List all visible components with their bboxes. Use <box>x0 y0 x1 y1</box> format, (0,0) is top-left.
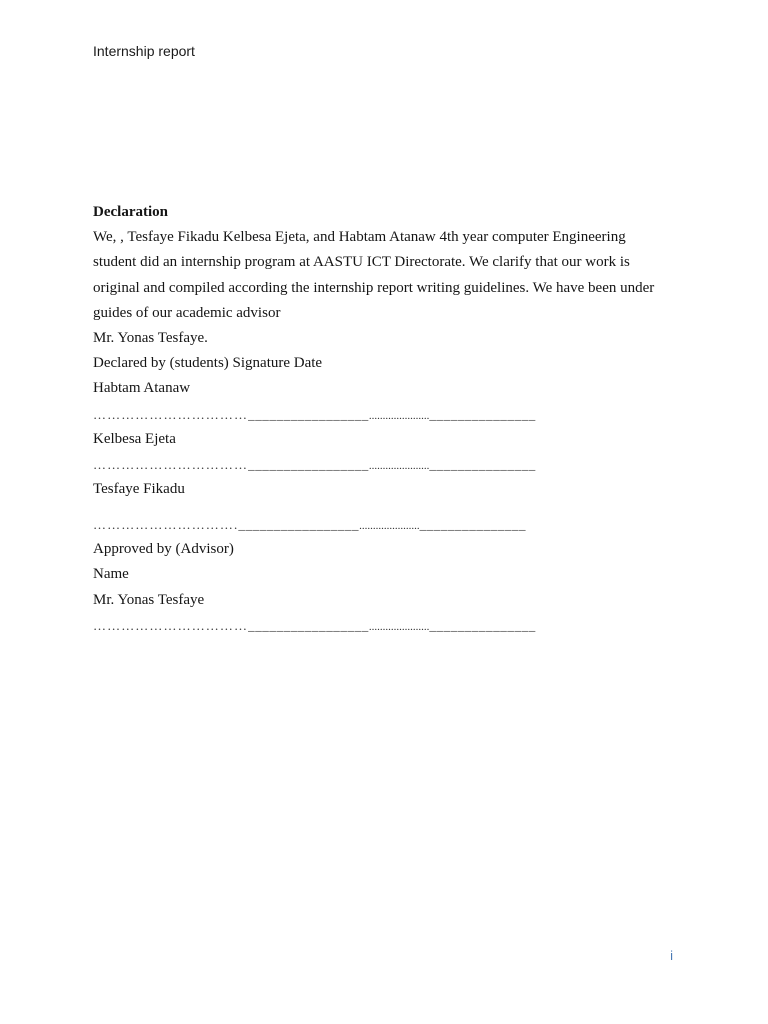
student-name-1: Habtam Atanaw <box>93 380 191 397</box>
signature-underline: _________________ <box>248 406 369 422</box>
signature-line-3 <box>93 502 683 537</box>
signature-line-advisor <box>93 613 683 638</box>
signature-line-2 <box>93 452 683 477</box>
name-dots: …………………………. <box>93 517 239 533</box>
declared-by-line: Declared by (students) Signature Date <box>93 355 323 372</box>
date-underline: _______________ <box>429 617 536 633</box>
signature-underline: _________________ <box>248 456 369 472</box>
date-underline: _______________ <box>419 517 527 533</box>
paragraph-line-4: guides of our academic advisor <box>93 304 281 321</box>
date-dots: ...................... <box>359 520 420 533</box>
signature-line-1 <box>93 402 683 427</box>
advisor-line: Mr. Yonas Tesfaye. <box>93 329 208 346</box>
approved-by-line: Approved by (Advisor) <box>93 541 234 558</box>
student-name-3: Tesfaye Fikadu <box>93 481 185 498</box>
date-dots: ...................... <box>368 459 430 472</box>
signature-underline: _________________ <box>238 517 360 533</box>
date-dots: ...................... <box>368 409 430 422</box>
declaration-heading: Declaration <box>93 204 168 220</box>
paragraph-line-1: We, , Tesfaye Fikadu Kelbesa Ejeta, and Habtam Atanaw 4th year computer Engineering <box>93 229 626 246</box>
name-dots: …………………………… <box>93 617 249 633</box>
paragraph-line-2: student did an internship program at AASTU ICT Directorate. We clarify that our work is <box>93 254 630 271</box>
date-underline: _______________ <box>429 406 536 422</box>
page-header: Internship report <box>93 43 195 59</box>
name-label: Name <box>93 566 129 583</box>
name-dots: …………………………… <box>93 406 249 422</box>
name-dots: …………………………… <box>93 456 249 472</box>
page-number: i <box>670 948 673 963</box>
date-underline: _______________ <box>429 456 536 472</box>
declaration-section <box>93 200 683 638</box>
signature-underline: _________________ <box>248 617 369 633</box>
paragraph-line-3: original and compiled according the internship report writing guidelines. We have been under <box>93 279 655 296</box>
advisor-name: Mr. Yonas Tesfaye <box>93 591 205 608</box>
student-name-2: Kelbesa Ejeta <box>93 430 176 447</box>
date-dots: ...................... <box>368 620 430 633</box>
